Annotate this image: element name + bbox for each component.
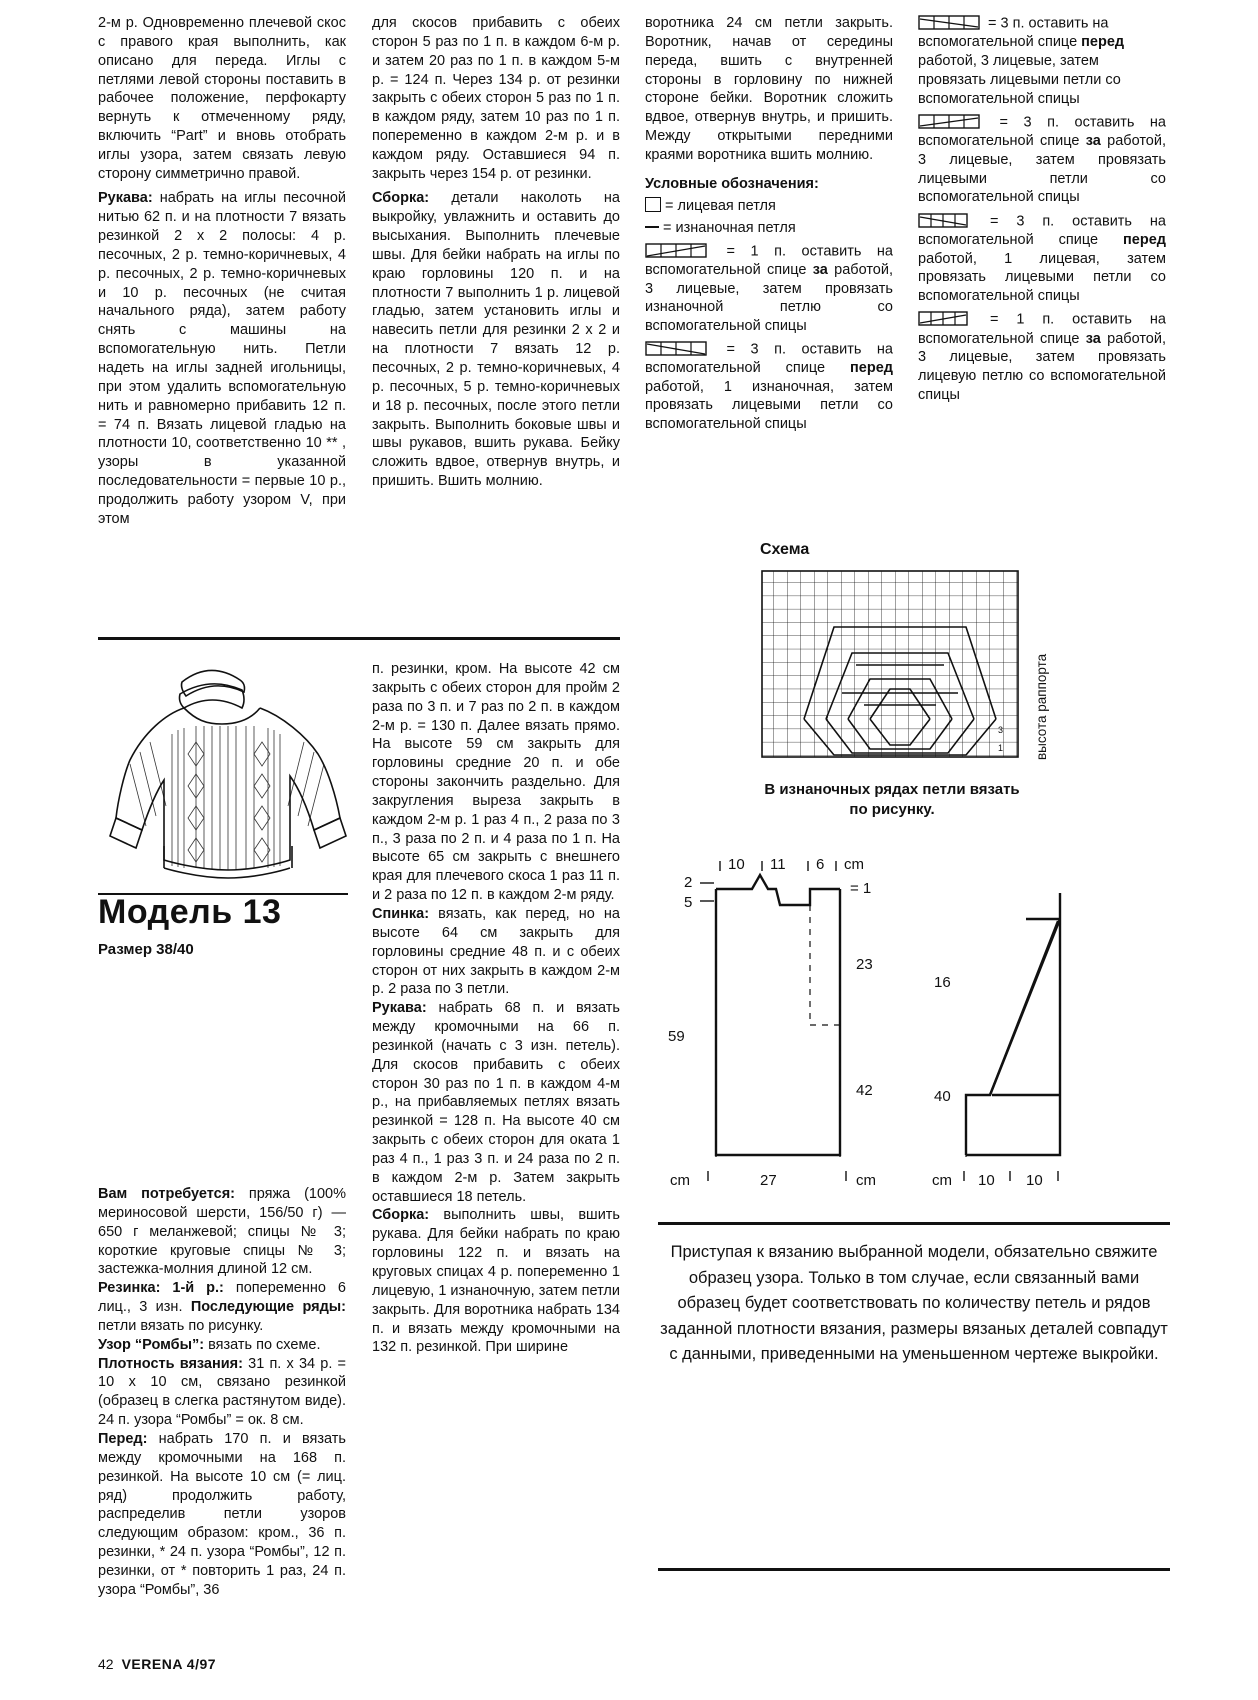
label-assembly-2: Сборка:	[372, 1207, 430, 1224]
legend-item-cable-6	[918, 310, 1166, 404]
model-title: Модель 13	[98, 893, 282, 931]
legend-item-purl	[645, 219, 893, 238]
legend-cable3-b: перед	[1081, 34, 1125, 51]
sleeve-schematic	[930, 845, 1170, 1205]
mark-10: 10	[728, 856, 745, 873]
paragraph-c1: 2-м р. Одновременно плечевой скос с правого края выполнить, как описано для переда. Иглы с петлями левой стороны поставить в рабочее положение, перфокарту вернуть к отмеченному ряду, включить “Part” и вновь отобрать иглы узора, затем связать левую сторону симметрично правой.	[98, 15, 346, 182]
text-assembly: детали наколоть на выкройку, увлажнить и оставить до высыхания. Выполнить плечевые швы. Для бейки набрать на иглы по краю горловины 120 п. и на плотности 7 выполнить 1 р. лицевой гладью, затем установить иглы и навесить петли для резинки 2 х 2 и на плотности 7 вязать 12 р. песочных, 2 р. темно-коричневых, 4 р. песочных, 5 р. темно-коричневых и 18 р. песочных, после этого петли закрыть. Выполнить боковые швы и швы рукавов, вшить рукава. Бейку сложить вдвое, отвернув внутрь, и пришить. Вшить молнию.	[372, 190, 620, 490]
schema-note: В изнаночных рядах петли вязать по рисунку.	[764, 781, 1020, 819]
purl-stitch-icon	[645, 226, 659, 228]
paragraph-c6: п. резинки, кром. На высоте 42 см закрыть с обеих сторон для пройм 2 раза по 3 п. и 7 раз по 2 п. в каждом 2-м р. = 130 п. Далее вязать прямо. На высоте 59 см закрыть для горловины средние 20 п. и обе стороны закончить раздельно. Для закругления выреза закрыть в каждом 2-м р. 1 раз 4 п., 2 раза по 3 п., 3 раза по 2 п. и 4 раза по 1 п. На высоте 65 см закрыть с внешнего края для плечевого скоса 1 раз 11 п. и 2 раза по 12 п. в каждом 2-м ряду.	[372, 661, 620, 904]
mark-cm-top: cm	[844, 856, 864, 873]
dim-59: 59	[668, 1028, 685, 1045]
legend-cable5-c: работой, 1 лицевая, затем провязать лицевыми петли со вспомогательной спицы	[918, 250, 1166, 305]
label-materials: Вам потребуется:	[98, 1186, 235, 1202]
paragraph-materials	[98, 1185, 346, 1279]
mark-equals-one: = 1	[850, 880, 872, 897]
schema-block	[760, 540, 1060, 765]
legend-cable1-b: за	[812, 261, 828, 278]
sweater-illustration	[100, 650, 350, 880]
cable-4st-front-icon	[918, 212, 968, 231]
legend-cable2-a: = 3 п. оставить на вспомогательной спице	[645, 340, 893, 376]
legend-cable2-c: работой, 1 изнаночная, затем провязать лицевыми петли со вспомогательной спицы	[645, 378, 893, 433]
page-number: 42	[98, 1656, 114, 1672]
legend-item-cable-5	[918, 212, 1166, 306]
legend-cable3-a: = 3 п. оставить на вспомогательной спице	[918, 15, 1109, 51]
legend-item-cable-3	[918, 14, 1166, 108]
label-rib: Резинка: 1-й р.:	[98, 1280, 224, 1297]
svg-text:1: 1	[998, 742, 1004, 753]
legend-cable5-b: перед	[1123, 231, 1166, 248]
legend-cable4-a: = 3 п. оставить на вспомогательной спице	[918, 114, 1166, 149]
cable-4st-back-icon	[645, 242, 707, 261]
legend-cable2-b: перед	[850, 359, 893, 376]
text-front: набрать 170 п. и вязать между кромочными на 168 п. резинкой. На высоте 10 см (= лиц. ряд) продолжить работу, распределив петли узоров следующим образом: кром., 36 п. резинки, * 24 п. узора “Ромбы”, 12 п. резинки, от * повторить 1 раз, 24 п. узора “Ромбы”, 36	[98, 1430, 346, 1598]
column-2	[372, 14, 620, 491]
mark-11: 11	[770, 856, 786, 873]
label-gauge: Плотность вязания:	[98, 1355, 243, 1372]
cable-6st-front-icon	[645, 340, 707, 359]
legend-cable1-a: = 1 п. оставить на вспомогательной спице	[645, 242, 893, 278]
column-4	[918, 14, 1166, 405]
model-size: Размер 38/40	[98, 941, 194, 958]
paragraph-sleeves2	[372, 999, 620, 1206]
column-1	[98, 14, 346, 529]
dim-sleeve-10b: 10	[1026, 1172, 1043, 1189]
paragraph-assembly2	[372, 1206, 620, 1357]
dim-40: 40	[934, 1088, 951, 1105]
dim-cm-left: cm	[670, 1172, 690, 1189]
dim-16: 16	[934, 974, 951, 991]
paragraph-c2b	[372, 189, 620, 491]
legend-item-knit	[645, 197, 893, 216]
mark-2: 2	[684, 874, 693, 891]
text-pattern: вязать по схеме.	[204, 1336, 321, 1353]
text-gauge: 31 п. х 34 р. = 10 х 10 см, связано резинкой (образец в слегка растянутом виде). 24 п. узора “Ромбы” = ок. 8 см.	[98, 1355, 346, 1429]
page-footer	[98, 1655, 216, 1673]
dim-sleeve-cm: cm	[932, 1172, 952, 1189]
label-front: Перед:	[98, 1430, 148, 1447]
paragraph-gauge	[98, 1355, 346, 1430]
text-sleeves: набрать на иглы песочной нитью 62 п. и на плотности 7 вязать резинкой 2 х 2 полосы: 4 р. песочных, 2 р. темно-коричневых, 4 р. песочных, 2 р. темно-коричневых и 10 р. песочных (не считая начального ряда), затем работу снять с машины на вспомогательную нить. Петли надеть на иглы задней игольницы, при этом удалить вспомогательную нить и равномерно прибавить 12 п. = 74 п. Вязать лицевой гладью на плотности 10, соответственно 10 ** , узоры в указанной последовательности = первые 10 р., продолжить работу узором V, при этом	[98, 190, 346, 527]
paragraph-rib	[98, 1279, 346, 1336]
dim-23: 23	[856, 956, 873, 973]
dim-42: 42	[856, 1082, 873, 1099]
legend-knit-label: = лицевая петля	[665, 198, 776, 215]
text-rib: попеременно 6 лиц., 3 изн.	[98, 1280, 346, 1316]
cable-6st-back-icon	[918, 113, 980, 132]
paragraph-back	[372, 905, 620, 999]
column-5	[98, 1185, 346, 1600]
legend-title: Условные обозначения:	[645, 175, 819, 192]
paragraph-c3: воротника 24 см петли закрыть. Воротник, начав от середины переда, вшить с внутренней стороны в горловину по нижней стороне бейки. Воротник сложить вдвое, отвернув внутрь, и пришить. Между открытыми передними краями воротника вшить молнию.	[645, 15, 893, 163]
paragraph-pattern	[98, 1336, 346, 1355]
legend-item-cable-4	[918, 113, 1166, 207]
schema-label: Схема	[760, 541, 810, 558]
legend-cable4-b: за	[1085, 132, 1101, 149]
magazine-name: VERENA 4/97	[121, 1656, 217, 1672]
divider-note-top	[658, 1222, 1170, 1225]
text-sleeves-2: набрать 68 п. и вязать между кромочными на 66 п. резинкой (начать с 3 изн. петель). Для скосов прибавить с обеих сторон 30 раз по 1 п. в каждом 4-м р., на прибавляемых петлях вязать резинкой = 128 п. На высоте 40 см закрыть с обеих сторон для оката 1 раз 4 п., 1 раз 3 п. и 24 раза по 2 п. в каждом 2-м р. Затем закрыть оставшиеся 18 петель.	[372, 1000, 620, 1205]
legend-cable3-c: работой, 3 лицевые, затем провязать лицевыми петли со вспомогательной спицы	[918, 52, 1121, 107]
mark-6: 6	[816, 856, 825, 873]
bottom-note: Приступая к вязанию выбранной модели, обязательно свяжите образец узора. Только в том случае, если связанный вами образец будет соответствовать по количеству петель и рядов заданной плотности вязания, размеры вязаных деталей совпадут с данными, приведенными на уменьшенном чертеже выкройки.	[660, 1243, 1168, 1364]
mark-5: 5	[684, 894, 693, 911]
dim-sleeve-10a: 10	[978, 1172, 995, 1189]
label-sleeves-2: Рукава:	[372, 1000, 427, 1017]
text-back: вязать, как перед, но на высоте 64 см закрыть для горловины средние 48 п. и с обеих сторон от них закрыть в каждом 2-м р. 2 раза по 3 петли.	[372, 905, 620, 998]
legend-cable6-c: работой, 3 лицевые, затем провязать лицевую петлю со вспомогательной спицы	[918, 330, 1166, 404]
label-pattern: Узор “Ромбы”:	[98, 1336, 205, 1353]
paragraph-front	[98, 1430, 346, 1600]
knit-stitch-icon	[645, 197, 661, 212]
legend-cable6-b: за	[1085, 330, 1101, 347]
text-assembly-2: выполнить швы, вшить рукава. Для бейки набрать по краю горловины 122 п. и вязать на круговых спицах 4 р. попеременно 1 лицевую, 1 изнаночную, затем петли закрыть. Для воротника набрать 134 п. и вязать между кромочными на 132 п. резинкой. При ширине	[372, 1207, 620, 1356]
paragraph-c2: для скосов прибавить с обеих сторон 5 раз по 1 п. в каждом 6-м р. и затем 20 раз по 1 п. в каждом 5-м р. = 124 п. Через 134 р. от резинки закрыть с обеих сторон 5 раз по 1 п. в каждом ряду, затем 10 раз по 1 п. попеременно в каждом 2-м р. и в каждом ряду. Оставшиеся 94 п. закрыть через 154 р. от резинки.	[372, 15, 620, 182]
column-6	[372, 660, 620, 1357]
divider-top-left	[98, 637, 620, 640]
label-back: Спинка:	[372, 905, 430, 922]
label-assembly: Сборка:	[372, 190, 430, 207]
cable-4st-back-b-icon	[918, 310, 968, 329]
schema-vertical-label: высота раппорта	[1034, 653, 1049, 760]
dim-cm-right: cm	[856, 1172, 876, 1189]
legend-cable6-a: = 1 п. оставить на вспомогательной спице	[918, 311, 1166, 347]
body-schematic	[660, 845, 950, 1205]
column-3	[645, 14, 893, 434]
label-rib-next: Последующие ряды:	[190, 1299, 346, 1316]
label-sleeves: Рукава:	[98, 190, 153, 207]
schema-grid	[760, 569, 1030, 759]
legend-item-cable-1	[645, 242, 893, 336]
legend-purl-label: = изнаночная петля	[663, 220, 796, 237]
legend-cable1-c: работой, 3 лицевые, затем провязать изнаночной петлю со вспомогательной спицы	[645, 261, 893, 335]
divider-note-bottom	[658, 1568, 1170, 1571]
svg-text:3: 3	[998, 724, 1004, 735]
paragraph-c1b	[98, 189, 346, 528]
legend-cable4-c: работой, 3 лицевые, затем провязать лицевыми петли со вспомогательной спицы	[918, 132, 1166, 206]
dim-27: 27	[760, 1172, 777, 1189]
text-materials: пряжа (100% мериносовой шерсти, 156/50 г) — 650 г меланжевой; спицы № 3; короткие круговые спицы № 3; застежка-молния длиной 12 см.	[98, 1186, 347, 1278]
legend-item-cable-2	[645, 340, 893, 434]
legend-cable5-a: = 3 п. оставить на вспомогательной спице	[918, 212, 1166, 248]
cable-6st-front-b-icon	[918, 14, 980, 33]
text-rib-next: петли вязать по рисунку.	[98, 1317, 264, 1334]
